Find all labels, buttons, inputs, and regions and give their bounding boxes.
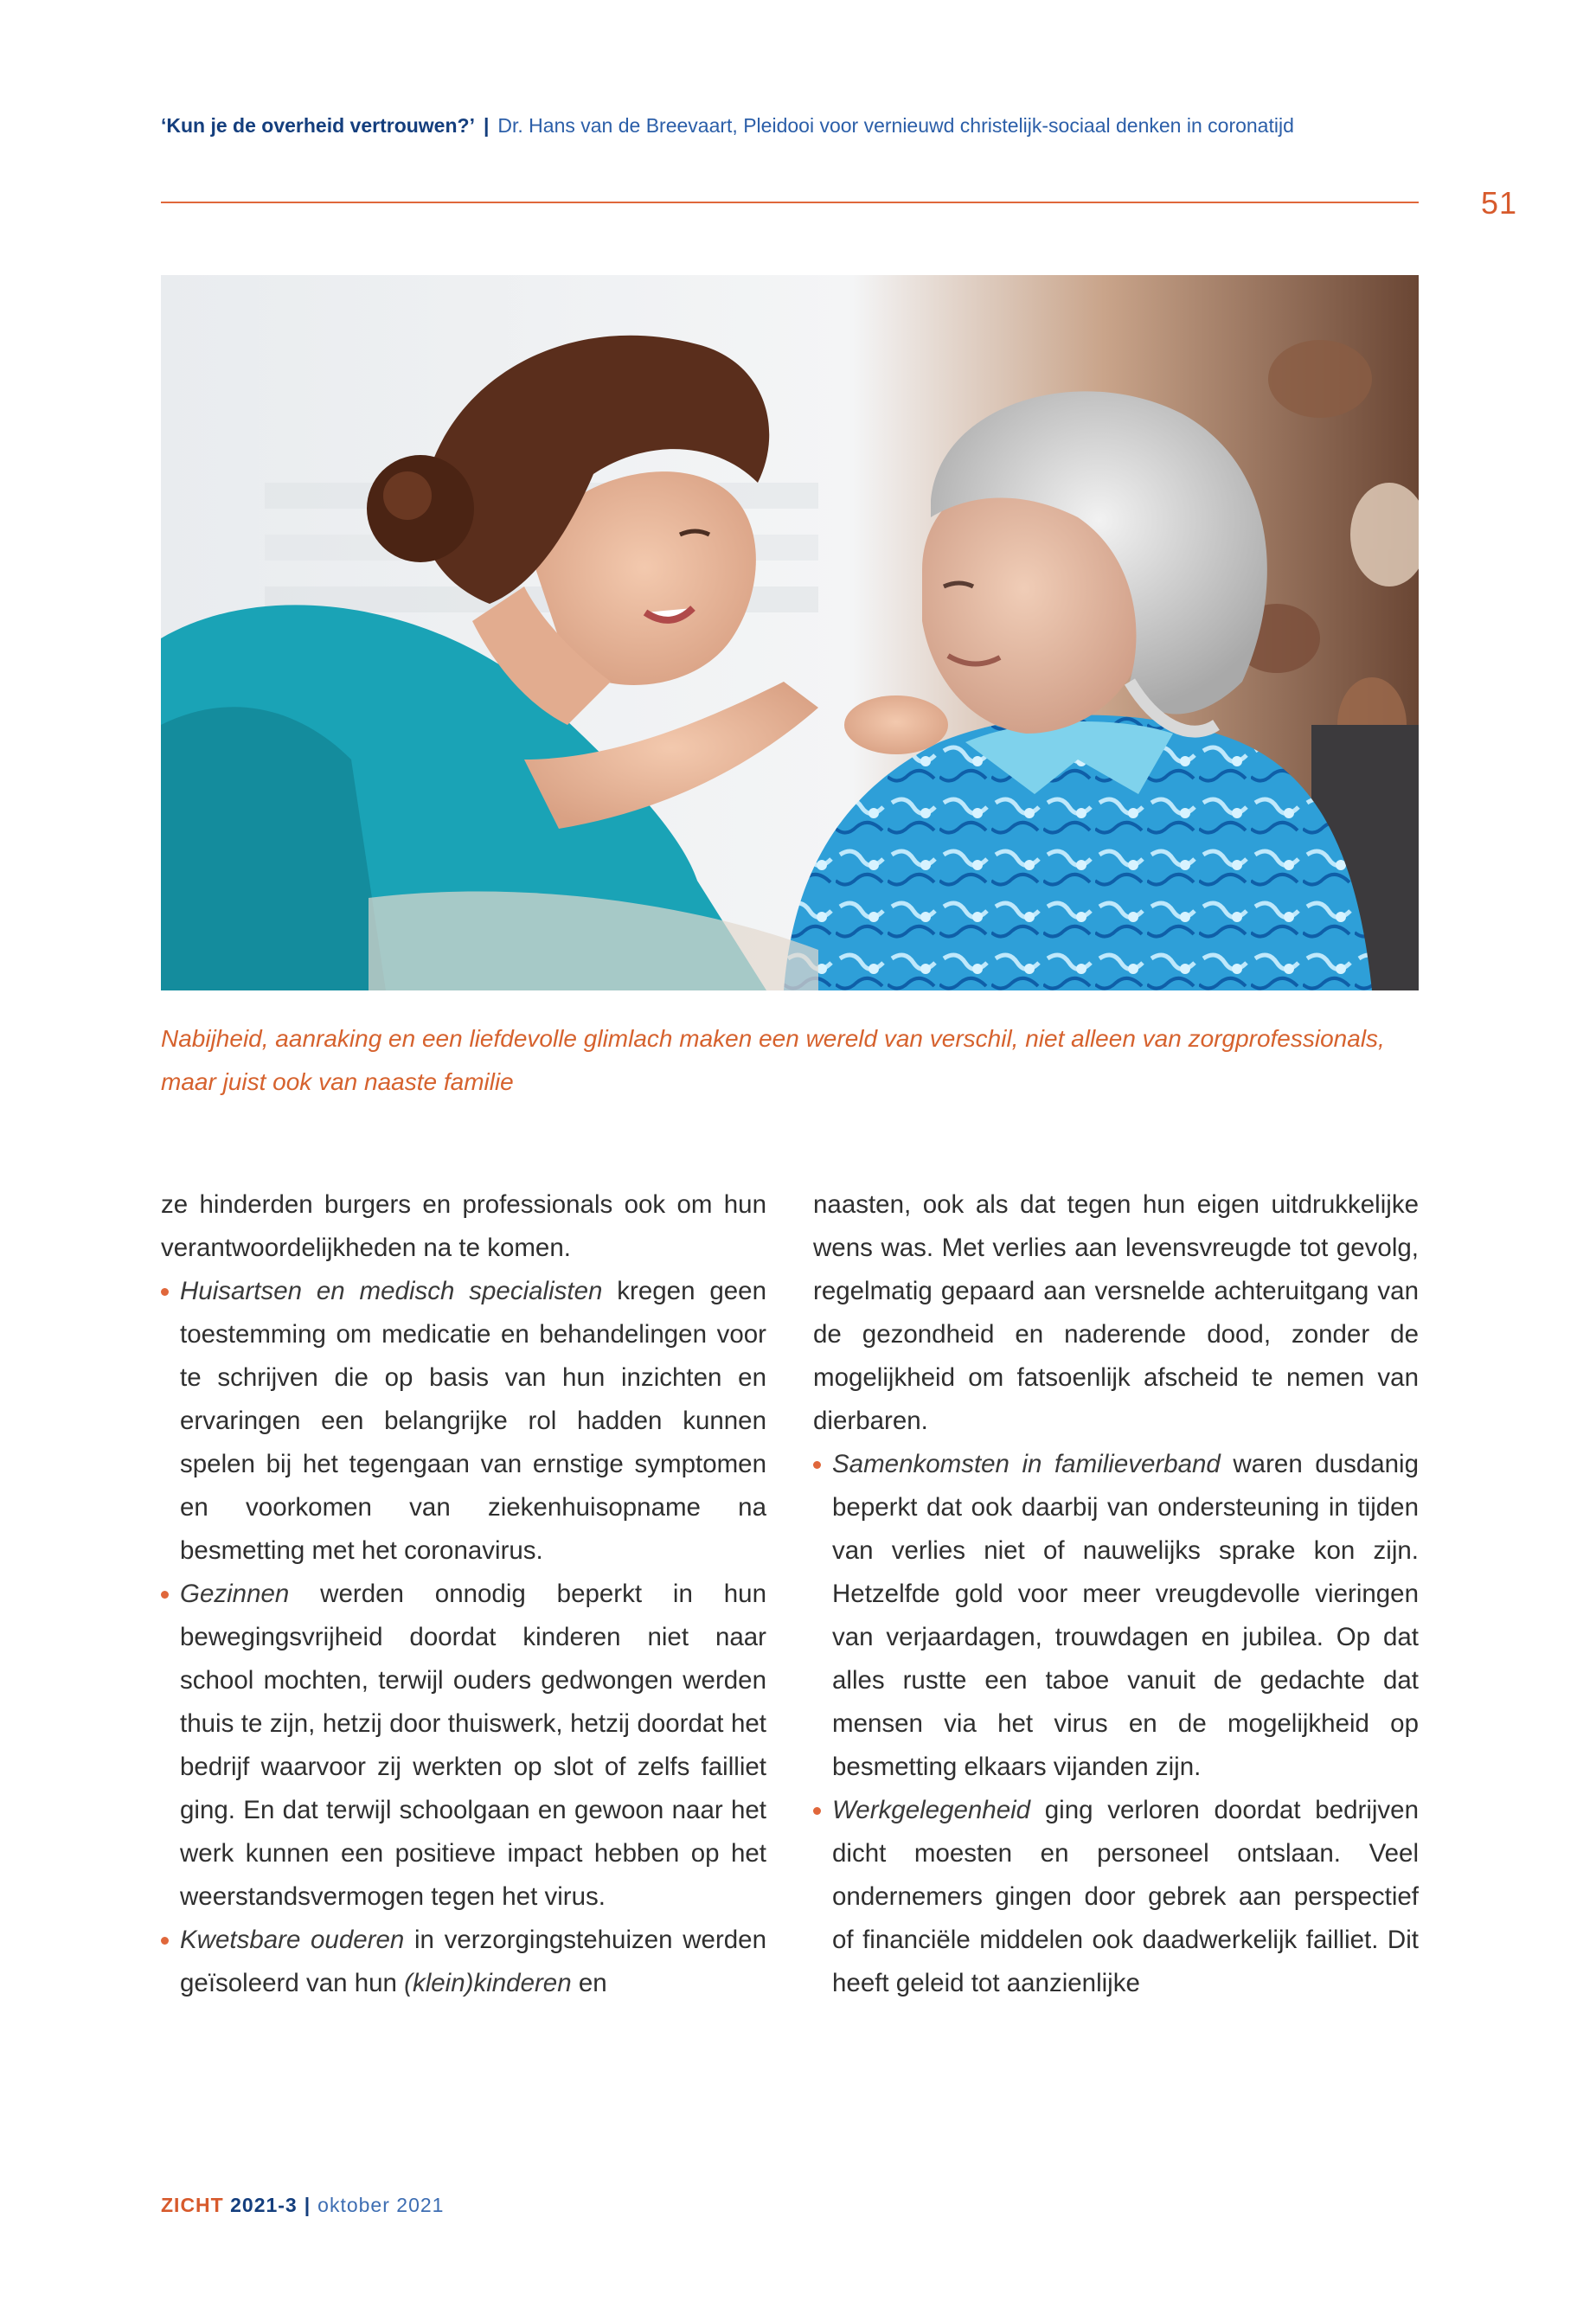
bullet-inline-emphasis: (klein)kinderen xyxy=(404,1969,572,1997)
header-separator: | xyxy=(483,114,490,137)
continuation-paragraph: naasten, ook als dat tegen hun eigen uitdrukkelijke wens was. Met verlies aan levensvreugde tot gevolg, regelmatig gepaard aan versnelde achteruitgang van de gezondheid en naderende dood, zonder de mogelijkheid om fatsoenlijk afscheid te nemen van dierbaren. xyxy=(813,1190,1419,1435)
bullet-text: ging verloren doordat bedrijven dicht moesten en personeel ontslaan. Veel ondernemers gingen door gebrek aan perspectief of financiële middelen ook daadwerkelijk failliet. Dit heeft geleid tot aanzienlijke xyxy=(832,1796,1419,1997)
bullet-dot xyxy=(813,1461,821,1469)
bullet-item xyxy=(161,1270,766,1573)
article-title: ‘Kun je de overheid vertrouwen?’ xyxy=(161,114,475,137)
bullet-dot xyxy=(161,1937,169,1945)
bullet-dot xyxy=(161,1591,169,1599)
care-photo xyxy=(161,275,1419,990)
photo-caption: Nabijheid, aanraking en een liefdevolle glimlach maken een wereld van verschil, niet alleen van zorgprofessionals, maar juist ook van naaste familie xyxy=(161,1025,1385,1095)
footer-separator: | xyxy=(304,2194,311,2216)
intro-paragraph: ze hinderden burgers en professionals ook om hun verantwoordelijkheden na te komen. xyxy=(161,1190,766,1262)
bullet-text-end: en xyxy=(571,1969,607,1997)
bullet-term: Kwetsbare ouderen xyxy=(180,1926,405,1954)
bullet-term: Gezinnen xyxy=(180,1580,290,1608)
bullet-term: Huisartsen en medisch specialisten xyxy=(180,1277,603,1305)
running-header xyxy=(161,112,1424,138)
bullet-dot xyxy=(161,1288,169,1296)
bullet-text: kregen geen toestemming om medicatie en behandelingen voor te schrijven die op basis van hun inzichten en ervaringen een belangrijke rol hadden kunnen spelen bij het tegengaan van ernstige symptomen en voorkomen van ziekenhuisopname na besmetting met het coronavirus. xyxy=(180,1277,766,1565)
page-footer xyxy=(161,2192,444,2218)
article-subtitle: Dr. Hans van de Breevaart, Pleidooi voor vernieuwd christelijk-sociaal denken in coronatijd xyxy=(497,114,1294,137)
bullet-item xyxy=(161,1919,766,2005)
left-column xyxy=(161,1183,766,2005)
issue-date: oktober 2021 xyxy=(317,2194,445,2216)
header-rule xyxy=(161,202,1419,203)
bullet-item xyxy=(161,1573,766,1919)
bullet-term: Werkgelegenheid xyxy=(832,1796,1031,1824)
bullet-item xyxy=(813,1443,1419,1789)
bullet-dot xyxy=(813,1807,821,1815)
bullet-term: Samenkomsten in familieverband xyxy=(832,1450,1221,1478)
magazine-name: ZICHT xyxy=(161,2194,224,2216)
bullet-text: in verzorgingstehuizen werden geïsoleerd van hun xyxy=(180,1926,766,1997)
issue-number: 2021-3 xyxy=(230,2194,298,2216)
bullet-item xyxy=(813,1789,1419,2005)
bullet-text: werden onnodig beperkt in hun bewegingsvrijheid doordat kinderen niet naar school mochten, terwijl ouders gedwongen werden thuis te zijn, hetzij door thuiswerk, hetzij doordat het bedrijf waarvoor zij werkten op slot of zelfs failliet ging. En dat terwijl schoolgaan en gewoon naar het werk kunnen een positieve impact hebben op het weerstandsvermogen tegen het virus. xyxy=(180,1580,766,1911)
bullet-text: waren dusdanig beperkt dat ook daarbij van ondersteuning in tijden van verlies niet of nauwelijks sprake kon zijn. Hetzelfde gold voor meer vreugdevolle vieringen van verjaardagen, trouwdagen en jubilea. Op dat alles rustte een taboe vanuit de gedachte dat mensen via het virus en de mogelijkheid op besmetting elkaars vijanden zijn. xyxy=(832,1450,1419,1781)
page-number: 51 xyxy=(1481,185,1518,221)
right-column xyxy=(813,1183,1419,2005)
